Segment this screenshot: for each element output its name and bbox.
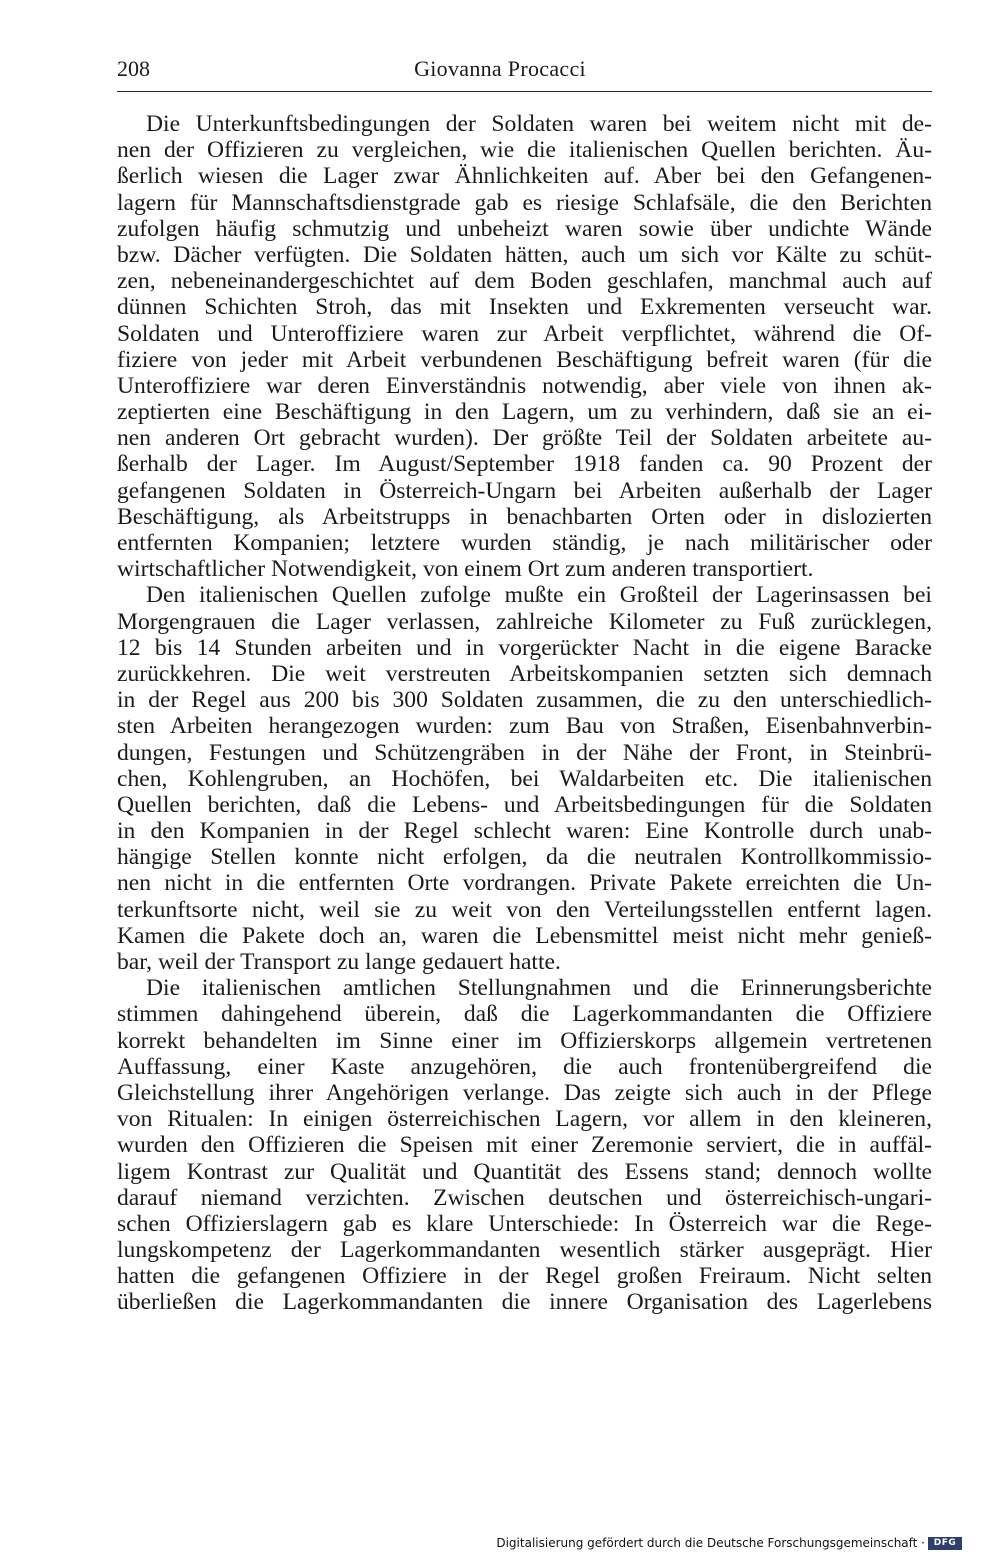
- text-line: schen Offizierslagern gab es klare Unterschiede: In Österreich war die Rege-: [117, 1210, 932, 1237]
- text-line: nen anderen Ort gebracht wurden). Der größte Teil der Soldaten arbeitete au-: [117, 425, 932, 452]
- text-line: ligem Kontrast zur Qualität und Quantität des Essens stand; dennoch wollte: [117, 1158, 932, 1185]
- text-line: zen, nebeneinandergeschichtet auf dem Boden geschlafen, manchmal auch auf: [117, 268, 932, 295]
- text-line: nen nicht in die entfernten Orte vordrangen. Private Pakete erreichten die Un-: [117, 870, 932, 897]
- page-number: 208: [117, 56, 150, 81]
- text-line: Auffassung, einer Kaste anzugehören, die auch frontenübergreifend die: [117, 1053, 932, 1080]
- text-line: Gleichstellung ihrer Angehörigen verlange. Das zeigte sich auch in der Pflege: [117, 1079, 932, 1106]
- text-line: dungen, Festungen und Schützengräben in der Nähe der Front, in Steinbrü-: [117, 739, 932, 766]
- text-line: dünnen Schichten Stroh, das mit Insekten und Exkrementen verseucht war.: [117, 294, 932, 321]
- text-line: Kamen die Pakete doch an, waren die Lebensmittel meist nicht mehr genieß-: [117, 922, 932, 949]
- digitization-credit: [496, 1535, 962, 1551]
- text-line: nen der Offizieren zu vergleichen, wie die italienischen Quellen berichten. Äu-: [117, 137, 932, 164]
- text-line: Quellen berichten, daß die Lebens- und Arbeitsbedingungen für die Soldaten: [117, 791, 932, 818]
- text-line: Unteroffiziere war deren Einverständnis notwendig, aber viele von ihnen ak-: [117, 372, 932, 399]
- text-line: Morgengrauen die Lager verlassen, zahlreiche Kilometer zu Fuß zurücklegen,: [117, 608, 932, 635]
- text-line: Die Unterkunftsbedingungen der Soldaten waren bei weitem nicht mit de-: [146, 111, 932, 137]
- dfg-logo: DFG: [928, 1537, 962, 1550]
- text-line: terkunftsorte nicht, weil sie zu weit von den Verteilungsstellen entfernt lagen.: [117, 896, 932, 923]
- text-line: wurden den Offizieren die Speisen mit einer Zeremonie serviert, die in auffäl-: [117, 1132, 932, 1159]
- header-rule: [117, 91, 932, 92]
- text-line: in der Regel aus 200 bis 300 Soldaten zusammen, die zu den unterschiedlich-: [117, 687, 932, 714]
- text-line: von Ritualen: In einigen österreichischen Lagern, vor allem in den kleineren,: [117, 1106, 932, 1133]
- text-line: lungskompetenz der Lagerkommandanten wesentlich stärker ausgeprägt. Hier: [117, 1237, 932, 1264]
- text-line: wirtschaftlicher Notwendigkeit, von einem Ort zum anderen transportiert.: [117, 556, 814, 583]
- running-head: Giovanna Procacci: [414, 56, 586, 81]
- text-line: hatten die gefangenen Offiziere in der Regel großen Freiraum. Nicht selten: [117, 1263, 932, 1290]
- text-line: darauf niemand verzichten. Zwischen deutschen und österreichisch-ungari-: [117, 1184, 932, 1211]
- text-line: sten Arbeiten herangezogen wurden: zum Bau von Straßen, Eisenbahnverbin-: [117, 713, 932, 740]
- text-line: Die italienischen amtlichen Stellungnahmen und die Erinnerungsberichte: [146, 975, 932, 1002]
- body-text: [117, 111, 932, 1316]
- text-line: fiziere von jeder mit Arbeit verbundenen Beschäftigung befreit waren (für die: [117, 346, 932, 373]
- text-line: 12 bis 14 Stunden arbeiten und in vorgerückter Nacht in die eigene Baracke: [117, 634, 932, 661]
- text-line: gefangenen Soldaten in Österreich-Ungarn bei Arbeiten außerhalb der Lager: [117, 477, 932, 504]
- text-line: bzw. Dächer verfügten. Die Soldaten hätten, auch um sich vor Kälte zu schüt-: [117, 241, 932, 268]
- text-line: ßerlich wiesen die Lager zwar Ähnlichkeiten auf. Aber bei den Gefangenen-: [117, 163, 932, 190]
- text-line: überließen die Lagerkommandanten die innere Organisation des Lagerlebens: [117, 1289, 932, 1316]
- text-line: ßerhalb der Lager. Im August/September 1918 fanden ca. 90 Prozent der: [117, 451, 932, 478]
- credit-text: Digitalisierung gefördert durch die Deutsche Forschungsgemeinschaft ·: [496, 1536, 925, 1550]
- text-line: zufolgen häufig schmutzig und unbeheizt waren sowie über undichte Wände: [117, 215, 932, 242]
- text-line: hängige Stellen konnte nicht erfolgen, da die neutralen Kontrollkommissio-: [117, 844, 932, 871]
- text-line: entfernten Kompanien; letztere wurden ständig, je nach militärischer oder: [117, 530, 932, 556]
- text-line: Beschäftigung, als Arbeitstrupps in benachbarten Orten oder in dislozierten: [117, 503, 932, 530]
- text-line: chen, Kohlengruben, an Hochöfen, bei Waldarbeiten etc. Die italienischen: [117, 765, 932, 792]
- text-line: in den Kompanien in der Regel schlecht waren: Eine Kontrolle durch unab-: [117, 818, 932, 845]
- text-line: Den italienischen Quellen zufolge mußte ein Großteil der Lagerinsassen bei: [146, 582, 932, 609]
- text-line: stimmen dahingehend überein, daß die Lagerkommandanten die Offiziere: [117, 1001, 932, 1028]
- text-line: lagern für Mannschaftsdienstgrade gab es riesige Schlafsäle, die den Berichten: [117, 189, 932, 216]
- text-line: zurückkehren. Die weit verstreuten Arbeitskompanien setzten sich demnach: [117, 660, 932, 687]
- text-line: bar, weil der Transport zu lange gedauert hatte.: [117, 949, 561, 975]
- text-line: Soldaten und Unteroffiziere waren zur Arbeit verpflichtet, während die Of-: [117, 320, 932, 347]
- text-line: zeptierten eine Beschäftigung in den Lagern, um zu verhindern, daß sie an ei-: [117, 399, 932, 426]
- text-line: korrekt behandelten im Sinne einer im Offizierskorps allgemein vertretenen: [117, 1027, 932, 1054]
